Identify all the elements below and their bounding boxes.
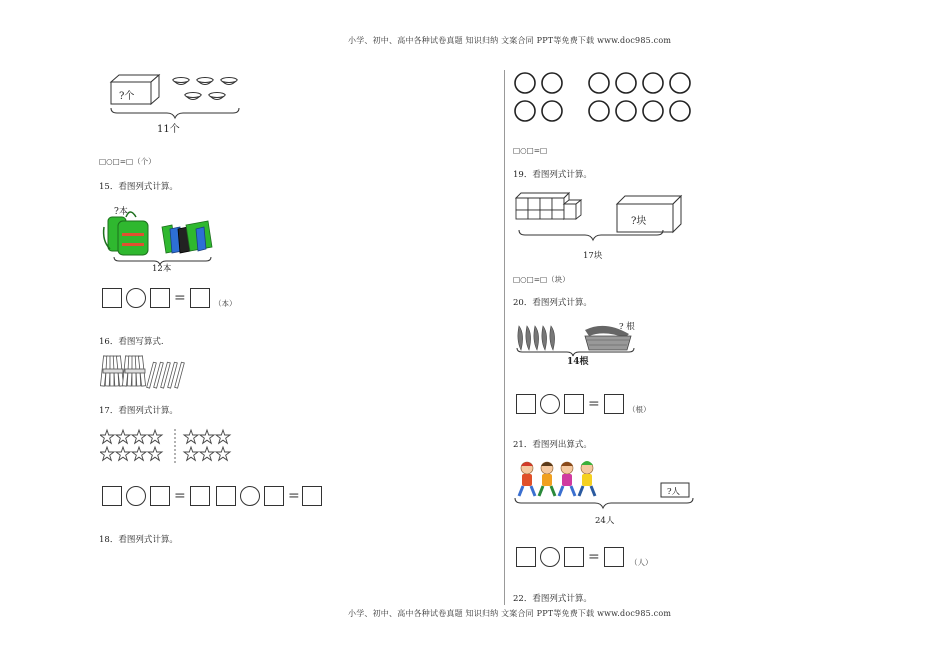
q14-formula: □○□=□（个）: [99, 157, 156, 166]
q22-title: 22．看图列式计算。: [513, 594, 592, 604]
q15-unit: （本）: [214, 299, 237, 308]
page-footer: 小学、初中、高中各种试卷真题 知识归纳 文案合同 PPT等免费下载 www.doc985.com: [348, 609, 672, 618]
equals-sign: =: [588, 549, 600, 565]
equals-sign: =: [174, 290, 186, 306]
q19-total-label: 17块: [583, 251, 603, 261]
q21-unit: （人）: [630, 558, 653, 567]
q15-figure: [100, 203, 215, 274]
operator-circle[interactable]: [540, 547, 560, 567]
q18-title: 18．看图列式计算。: [99, 535, 178, 545]
q19-figure: [513, 188, 688, 263]
stick-bundle-icon: [100, 356, 145, 386]
q17-equations: [102, 486, 332, 508]
brace-icon: [111, 108, 239, 118]
q17-figure: [100, 428, 240, 464]
circle-icon: [513, 71, 698, 125]
equals-sign: =: [288, 488, 300, 504]
children-running-icon: [519, 461, 595, 496]
q15-total-label: 12本: [152, 264, 172, 274]
q18-formula: □○□=□: [513, 146, 548, 155]
answer-box[interactable]: [150, 486, 170, 506]
answer-box[interactable]: [150, 288, 170, 308]
book-icon: [162, 221, 212, 253]
q19-title: 19．看图列式计算。: [513, 170, 592, 180]
answer-box[interactable]: [190, 486, 210, 506]
equals-sign: =: [174, 488, 186, 504]
q20-unit: （根）: [628, 405, 651, 414]
answer-box[interactable]: [216, 486, 236, 506]
q19-box-label: ?块: [631, 216, 647, 227]
q20-title: 20．看图列式计算。: [513, 298, 592, 308]
answer-box[interactable]: [516, 394, 536, 414]
q20-basket-label: ? 根: [619, 322, 635, 332]
answer-box[interactable]: [264, 486, 284, 506]
answer-box[interactable]: [102, 288, 122, 308]
answer-box[interactable]: [516, 547, 536, 567]
q14-total-label: 11个: [157, 124, 180, 135]
q17-title: 17．看图列式计算。: [99, 406, 178, 416]
q14-figure: [105, 72, 245, 134]
answer-box[interactable]: [604, 547, 624, 567]
box-icon: [617, 196, 681, 232]
q18-figure: [513, 71, 698, 125]
q21-figure: [513, 458, 698, 528]
answer-box[interactable]: [302, 486, 322, 506]
equals-sign: =: [588, 396, 600, 412]
page-header: 小学、初中、高中各种试卷真题 知识归纳 文案合同 PPT等免费下载 www.doc985.com: [348, 36, 672, 45]
q15-equation: [102, 288, 262, 310]
star-icon: [100, 430, 230, 460]
bowl-icon: [173, 78, 237, 100]
q20-total-label: 14根: [567, 357, 589, 367]
q19-formula: □○□=□（块）: [513, 275, 570, 284]
q15-title: 15．看图列式计算。: [99, 182, 178, 192]
q14-box-label: ?个: [119, 91, 135, 102]
backpack-icon: [104, 212, 148, 255]
answer-box[interactable]: [564, 394, 584, 414]
operator-circle[interactable]: [240, 486, 260, 506]
pepper-icon: [518, 326, 555, 350]
q20-equation: [516, 394, 676, 416]
q21-title: 21．看图列出算式。: [513, 440, 592, 450]
operator-circle[interactable]: [540, 394, 560, 414]
q21-box-label: ?人: [667, 487, 681, 497]
operator-circle[interactable]: [126, 288, 146, 308]
q15-bag-label: ?本: [114, 207, 128, 217]
stick-icon: [147, 362, 185, 388]
column-divider: [504, 70, 505, 605]
answer-box[interactable]: [102, 486, 122, 506]
answer-box[interactable]: [190, 288, 210, 308]
q21-equation: [516, 547, 676, 569]
q16-title: 16．看图写算式.: [99, 337, 164, 347]
brace-icon: [515, 498, 693, 508]
q20-figure: [513, 318, 643, 368]
answer-box[interactable]: [564, 547, 584, 567]
operator-circle[interactable]: [126, 486, 146, 506]
q21-total-label: 24人: [595, 516, 615, 526]
cube-icon: [516, 193, 581, 219]
answer-box[interactable]: [604, 394, 624, 414]
q16-figure: [100, 354, 190, 390]
